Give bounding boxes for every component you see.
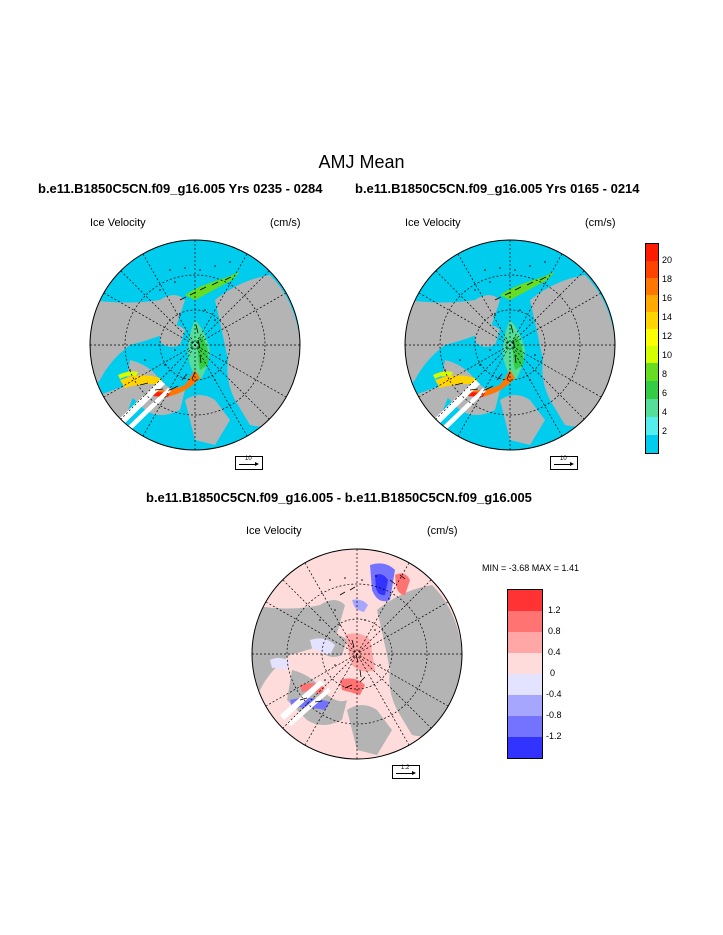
bottom-colorbar-swatch [508, 611, 542, 632]
top-colorbar-swatch [646, 346, 658, 363]
bottom-colorbar-swatch [508, 737, 542, 758]
right-ref-vector-label: 10 [560, 456, 567, 462]
bottom-colorbar-label: 0.4 [548, 647, 561, 657]
top-colorbar-swatch [646, 363, 658, 381]
top-colorbar-label: 8 [662, 369, 668, 379]
right-units-label: (cm/s) [585, 217, 616, 229]
top-colorbar-swatch [646, 244, 658, 261]
top-colorbar-swatch [646, 295, 658, 312]
top-colorbar-swatch [646, 278, 658, 295]
left-field-label: Ice Velocity [90, 217, 146, 229]
left-ref-vector [235, 456, 263, 470]
top-colorbar-swatch [646, 261, 658, 278]
diff-min-max: MIN = -3.68 MAX = 1.41 [482, 563, 580, 573]
diff-units-label: (cm/s) [427, 525, 458, 537]
top-colorbar-label: 20 [662, 255, 673, 265]
top-colorbar [645, 243, 659, 454]
top-colorbar-label: 14 [662, 312, 673, 322]
top-colorbar-swatch [646, 312, 658, 329]
top-colorbar-swatch [646, 435, 658, 453]
bottom-colorbar-label: -0.4 [546, 689, 562, 699]
main-title: AMJ Mean [318, 152, 405, 172]
left-units-label: (cm/s) [270, 217, 301, 229]
subtitle-left: b.e11.B1850C5CN.f09_g16.005 Yrs 0235 - 0284 [38, 181, 323, 196]
bottom-colorbar-label: 0.8 [548, 626, 561, 636]
top-colorbar-label: 2 [662, 426, 668, 436]
top-colorbar-label: 18 [662, 274, 673, 284]
right-field-label: Ice Velocity [405, 217, 461, 229]
bottom-colorbar-label: -1.2 [546, 731, 562, 741]
bottom-colorbar-label: -0.8 [546, 710, 562, 720]
bottom-colorbar [507, 589, 543, 759]
subtitle-right: b.e11.B1850C5CN.f09_g16.005 Yrs 0165 - 0214 [355, 181, 640, 196]
top-colorbar-label: 6 [662, 388, 668, 398]
diff-map-body [252, 549, 462, 759]
bottom-colorbar-swatch [508, 674, 542, 695]
diff-title: b.e11.B1850C5CN.f09_g16.005 - b.e11.B1850C5CN.f09_g16.005 [146, 490, 532, 505]
bottom-colorbar-swatch [508, 590, 542, 611]
left-ref-vector-label: 10 [245, 456, 252, 462]
left-map-body [90, 240, 300, 450]
bottom-colorbar-swatch [508, 695, 542, 716]
bottom-colorbar-swatch [508, 653, 542, 674]
bottom-colorbar-swatch [508, 716, 542, 737]
top-colorbar-swatch [646, 329, 658, 346]
bottom-colorbar-label: 1.2 [548, 605, 561, 615]
bottom-colorbar-label: 0 [550, 668, 556, 678]
top-colorbar-swatch [646, 381, 658, 399]
top-colorbar-label: 16 [662, 293, 673, 303]
diff-ref-vector [392, 765, 420, 779]
top-colorbar-label: 4 [662, 407, 668, 417]
top-colorbar-swatch [646, 399, 658, 417]
top-colorbar-label: 10 [662, 350, 673, 360]
top-colorbar-swatch [646, 417, 658, 435]
top-colorbar-label: 12 [662, 331, 673, 341]
right-map-body [405, 240, 615, 450]
diff-ref-vector-label: 1.2 [401, 765, 410, 771]
diff-field-label: Ice Velocity [246, 525, 302, 537]
right-ref-vector [550, 456, 578, 470]
bottom-colorbar-swatch [508, 632, 542, 653]
